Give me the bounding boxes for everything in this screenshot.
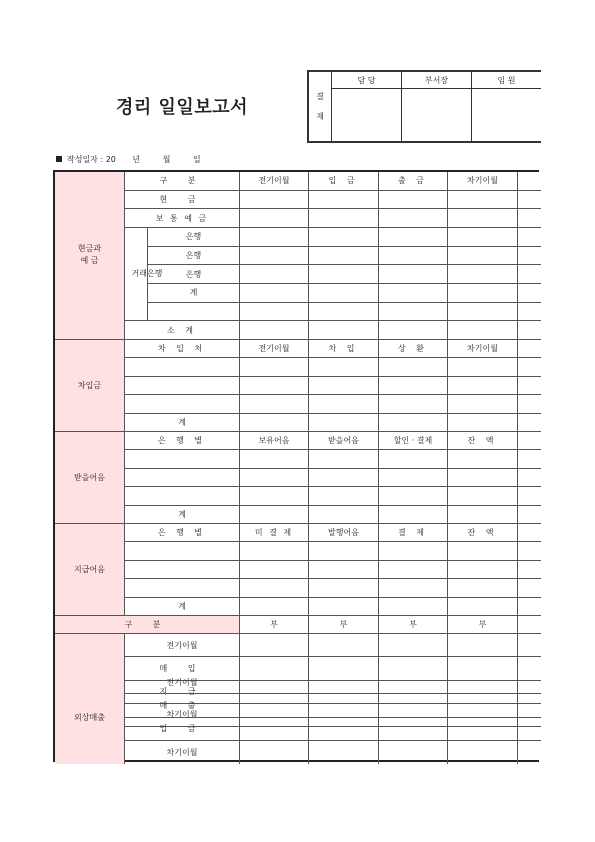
date-line [56, 154, 205, 165]
header-balance: 잔 액 [448, 432, 518, 450]
approval-col-staff: 담 당 [332, 71, 402, 89]
header-carry-forward: 차기이월 [448, 172, 518, 191]
row-label: 매 입 [125, 657, 240, 680]
input-cell[interactable] [125, 542, 240, 560]
page-title: 경리 일일보고서 [116, 97, 248, 118]
header-carried-over: 전기이월 [240, 172, 309, 191]
header-withdrawal: 출 금 [379, 172, 448, 191]
cash-label-1: 현금과 [77, 244, 102, 254]
input-cell[interactable] [379, 469, 448, 487]
input-cell[interactable] [448, 542, 518, 560]
approval-box [307, 70, 541, 143]
input-cell[interactable] [309, 671, 379, 694]
empty-label-cell [148, 303, 240, 322]
section-label-loan: 차입금 [55, 340, 125, 432]
ledger-col-label: 부 [309, 616, 379, 634]
date-label: 작성일자 : 20 [67, 155, 116, 164]
input-cell[interactable] [448, 284, 518, 303]
input-cell[interactable] [309, 395, 379, 413]
header-held-notes: 보유어음 [240, 432, 309, 450]
blank-cell [518, 432, 541, 450]
input-cell[interactable] [448, 247, 518, 266]
row-label: 지 급 [125, 681, 240, 704]
input-cell[interactable] [240, 395, 309, 413]
input-cell[interactable] [448, 395, 518, 413]
header-issued-notes: 발행어음 [309, 524, 379, 542]
input-cell[interactable] [518, 694, 541, 717]
square-bullet-icon [56, 156, 62, 162]
header-deposit: 입 금 [309, 172, 379, 191]
input-cell[interactable] [125, 487, 240, 505]
blank-cell [518, 172, 541, 191]
input-cell[interactable] [448, 579, 518, 597]
input-cell[interactable] [309, 634, 379, 657]
input-cell[interactable] [518, 671, 541, 694]
input-cell[interactable] [240, 247, 309, 266]
input-cell[interactable] [240, 598, 309, 616]
input-cell[interactable] [518, 191, 541, 210]
row-label-total: 계 [125, 598, 240, 616]
cash-label-2: 예 금 [80, 256, 99, 266]
input-cell[interactable] [518, 247, 541, 266]
header-category: 구 분 [125, 172, 240, 191]
input-cell[interactable] [518, 487, 541, 505]
input-cell[interactable] [240, 741, 309, 764]
approval-col-manager: 부서장 [402, 71, 472, 89]
input-cell[interactable] [448, 358, 518, 376]
input-cell[interactable] [240, 718, 309, 741]
input-cell[interactable] [309, 561, 379, 579]
input-cell[interactable] [448, 694, 518, 717]
blank-cell [518, 340, 541, 358]
input-cell[interactable] [518, 542, 541, 560]
input-cell[interactable] [125, 450, 240, 468]
section-label-cash [55, 172, 125, 340]
input-cell[interactable] [518, 450, 541, 468]
input-cell[interactable] [309, 414, 379, 432]
input-cell[interactable] [448, 561, 518, 579]
input-cell[interactable] [379, 191, 448, 210]
input-cell[interactable] [518, 303, 541, 322]
header-by-bank: 은 행 별 [125, 524, 240, 542]
input-cell[interactable] [448, 634, 518, 657]
input-cell[interactable] [379, 718, 448, 741]
input-cell[interactable] [240, 671, 309, 694]
input-cell[interactable] [448, 321, 518, 340]
input-cell[interactable] [240, 694, 309, 717]
input-cell[interactable] [379, 542, 448, 560]
input-cell[interactable] [379, 506, 448, 524]
input-cell[interactable] [518, 414, 541, 432]
input-cell[interactable] [448, 209, 518, 228]
input-cell[interactable] [309, 265, 379, 284]
header-received-notes: 받을어음 [309, 432, 379, 450]
row-label-total: 계 [125, 506, 240, 524]
input-cell[interactable] [240, 303, 309, 322]
input-cell[interactable] [379, 598, 448, 616]
input-cell[interactable] [379, 247, 448, 266]
input-cell[interactable] [309, 506, 379, 524]
input-cell[interactable] [518, 718, 541, 741]
row-label-bank: 은행 [148, 247, 240, 266]
section-loan [55, 340, 541, 432]
input-cell[interactable] [379, 228, 448, 247]
header-unsettled: 미 결 제 [240, 524, 309, 542]
section-notes-receivable [55, 432, 541, 524]
report-table [53, 170, 539, 762]
ledger-col-label: 부 [379, 616, 448, 634]
row-label-total: 계 [125, 414, 240, 432]
input-cell[interactable] [309, 450, 379, 468]
input-cell[interactable] [240, 469, 309, 487]
input-cell[interactable] [379, 209, 448, 228]
input-cell[interactable] [379, 634, 448, 657]
section-cash [55, 172, 541, 340]
input-cell[interactable] [379, 741, 448, 764]
input-cell[interactable] [518, 506, 541, 524]
input-cell[interactable] [125, 377, 240, 395]
input-cell[interactable] [125, 561, 240, 579]
input-cell[interactable] [448, 228, 518, 247]
header-balance: 잔 액 [448, 524, 518, 542]
input-cell[interactable] [125, 579, 240, 597]
input-cell[interactable] [518, 598, 541, 616]
date-month: 월 [162, 155, 171, 164]
input-cell[interactable] [379, 303, 448, 322]
signature-field-exec[interactable] [472, 89, 542, 143]
header-lender: 차 입 처 [125, 340, 240, 358]
input-cell[interactable] [240, 358, 309, 376]
input-cell[interactable] [379, 671, 448, 694]
header-carried-over: 전기이월 [240, 340, 309, 358]
row-label: 차기이월 [125, 704, 240, 727]
input-cell[interactable] [379, 358, 448, 376]
input-cell[interactable] [309, 718, 379, 741]
row-label-subtotal: 소 계 [125, 321, 240, 340]
row-label-bank: 은행 [148, 265, 240, 284]
header-by-bank: 은 행 별 [125, 432, 240, 450]
input-cell[interactable] [309, 284, 379, 303]
input-cell[interactable] [448, 450, 518, 468]
input-cell[interactable] [448, 718, 518, 741]
input-cell[interactable] [448, 265, 518, 284]
input-cell[interactable] [379, 284, 448, 303]
input-cell[interactable] [448, 487, 518, 505]
approval-col-exec: 임 원 [472, 71, 542, 89]
row-label-savings: 보 통 예 금 [125, 209, 240, 228]
section-accounts-receivable [55, 671, 541, 764]
input-cell[interactable] [125, 469, 240, 487]
input-cell[interactable] [240, 634, 309, 657]
input-cell[interactable] [240, 377, 309, 395]
row-label-bank: 은행 [148, 228, 240, 247]
input-cell[interactable] [240, 284, 309, 303]
signature-field-staff[interactable] [332, 89, 402, 143]
input-cell[interactable] [309, 487, 379, 505]
section-label-notes-receivable: 받을어음 [55, 432, 125, 524]
input-cell[interactable] [518, 358, 541, 376]
row-label: 차기이월 [125, 741, 240, 764]
bank-group-text: 거래은행 [131, 269, 163, 279]
input-cell[interactable] [448, 377, 518, 395]
input-cell[interactable] [309, 191, 379, 210]
row-label-cash: 현 금 [125, 191, 240, 210]
ledger-header-row [55, 616, 541, 634]
input-cell[interactable] [518, 634, 541, 657]
input-cell[interactable] [379, 450, 448, 468]
input-cell[interactable] [518, 209, 541, 228]
input-cell[interactable] [448, 671, 518, 694]
input-cell[interactable] [448, 469, 518, 487]
input-cell[interactable] [448, 506, 518, 524]
input-cell[interactable] [309, 321, 379, 340]
input-cell[interactable] [240, 542, 309, 560]
header-carry-forward: 차기이월 [448, 340, 518, 358]
header-borrow: 차 입 [309, 340, 379, 358]
row-label: 입 금 [125, 718, 240, 741]
input-cell[interactable] [518, 579, 541, 597]
ledger-col-label: 부 [240, 616, 309, 634]
header-settlement: 결 제 [379, 524, 448, 542]
input-cell[interactable] [379, 321, 448, 340]
input-cell[interactable] [309, 377, 379, 395]
input-cell[interactable] [309, 694, 379, 717]
input-cell[interactable] [240, 265, 309, 284]
input-cell[interactable] [309, 358, 379, 376]
bank-group-label [125, 228, 163, 321]
input-cell[interactable] [518, 228, 541, 247]
row-label: 전기이월 [125, 634, 240, 657]
input-cell[interactable] [240, 450, 309, 468]
input-cell[interactable] [448, 414, 518, 432]
ledger-col-label: 부 [448, 616, 518, 634]
input-cell[interactable] [240, 191, 309, 210]
section-notes-payable [55, 524, 541, 616]
input-cell[interactable] [448, 191, 518, 210]
input-cell[interactable] [125, 395, 240, 413]
input-cell[interactable] [240, 414, 309, 432]
row-label: 매 출 [125, 694, 240, 717]
input-cell[interactable] [240, 487, 309, 505]
date-year: 년 [132, 155, 141, 164]
input-cell[interactable] [518, 265, 541, 284]
input-cell[interactable] [448, 741, 518, 764]
input-cell[interactable] [379, 377, 448, 395]
input-cell[interactable] [309, 247, 379, 266]
input-cell[interactable] [518, 469, 541, 487]
input-cell[interactable] [240, 209, 309, 228]
input-cell[interactable] [518, 561, 541, 579]
input-cell[interactable] [518, 284, 541, 303]
input-cell[interactable] [448, 598, 518, 616]
blank-cell [518, 616, 541, 634]
section-label-notes-payable: 지급어음 [55, 524, 125, 616]
input-cell[interactable] [379, 487, 448, 505]
input-cell[interactable] [379, 561, 448, 579]
row-label: 전기이월 [125, 671, 240, 694]
date-day: 일 [192, 155, 201, 164]
input-cell[interactable] [309, 209, 379, 228]
row-label-bank-total: 계 [148, 284, 240, 303]
input-cell[interactable] [309, 741, 379, 764]
input-cell[interactable] [309, 303, 379, 322]
input-cell[interactable] [240, 579, 309, 597]
input-cell[interactable] [518, 377, 541, 395]
section-label-accounts-receivable: 외상매출 [55, 671, 125, 764]
input-cell[interactable] [518, 395, 541, 413]
input-cell[interactable] [379, 265, 448, 284]
input-cell[interactable] [240, 506, 309, 524]
ledger-header-label: 구 분 [55, 616, 240, 634]
input-cell[interactable] [309, 598, 379, 616]
input-cell[interactable] [125, 358, 240, 376]
signature-field-manager[interactable] [402, 89, 472, 143]
input-cell[interactable] [240, 561, 309, 579]
input-cell[interactable] [448, 303, 518, 322]
input-cell[interactable] [240, 321, 309, 340]
approval-label [308, 71, 332, 142]
input-cell[interactable] [309, 542, 379, 560]
blank-cell [518, 524, 541, 542]
input-cell[interactable] [518, 321, 541, 340]
input-cell[interactable] [518, 741, 541, 764]
input-cell[interactable] [379, 694, 448, 717]
approval-label-text: 결재 [316, 91, 324, 121]
input-cell[interactable] [309, 228, 379, 247]
input-cell[interactable] [309, 469, 379, 487]
input-cell[interactable] [379, 395, 448, 413]
input-cell[interactable] [379, 414, 448, 432]
header-repay: 상 환 [379, 340, 448, 358]
header-discount-settlement: 할인 · 결제 [379, 432, 448, 450]
input-cell[interactable] [309, 579, 379, 597]
input-cell[interactable] [240, 228, 309, 247]
input-cell[interactable] [379, 579, 448, 597]
